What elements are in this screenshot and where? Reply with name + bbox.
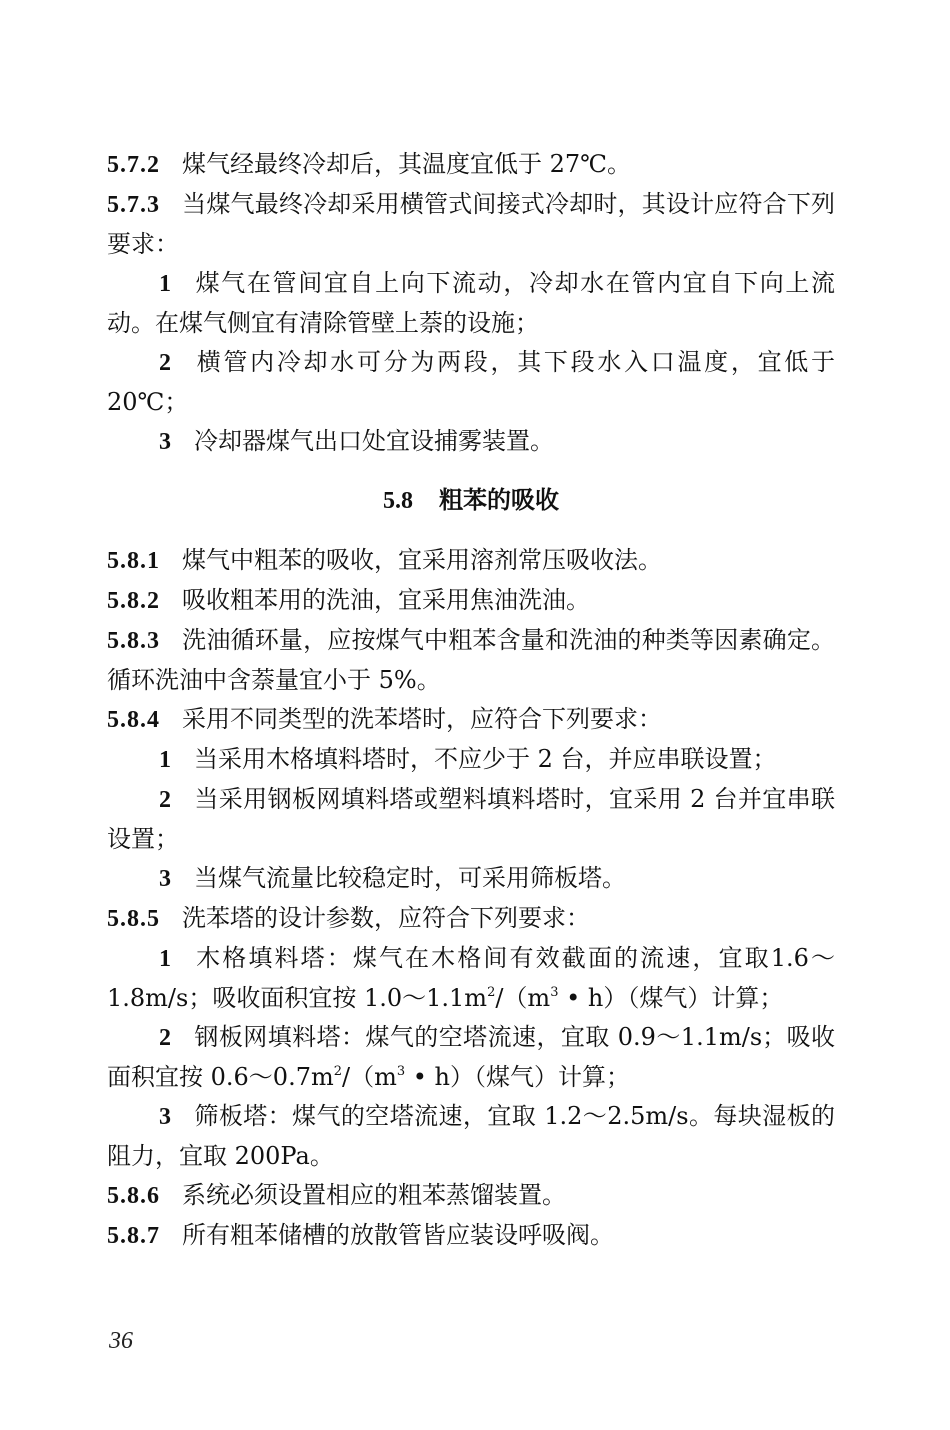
clause-5-8-5 [107, 899, 835, 939]
item-text: 筛板塔：煤气的空塔流速，宜取 1.2～2.5m/s。每块湿板的阻力，宜取 200Pa。 [107, 1102, 835, 1170]
superscript: 2 [487, 985, 496, 1000]
item-5-7-3-2 [107, 343, 835, 422]
clause-number: 5.8.5 [107, 906, 160, 932]
item-text: 横管内冷却水可分为两段，其下段水入口温度，宜低于 20℃； [107, 348, 835, 416]
clause-5-8-3 [107, 621, 835, 700]
clause-5-7-2 [107, 145, 835, 185]
superscript: 3 [396, 1064, 406, 1079]
item-number: 1 [159, 946, 172, 972]
clause-5-8-6 [107, 1176, 835, 1216]
clause-5-7-3 [107, 185, 835, 264]
item-5-8-5-1 [107, 939, 835, 1018]
item-5-8-4-3 [107, 859, 835, 899]
clause-number: 5.8.3 [107, 628, 160, 654]
clause-number: 5.8.4 [107, 707, 160, 733]
item-number: 3 [159, 429, 172, 455]
item-number: 1 [159, 747, 172, 773]
clause-number: 5.8.2 [107, 588, 160, 614]
item-text: 煤气在管间宜自上向下流动，冷却水在管内宜自下向上流动。在煤气侧宜有清除管壁上萘的设施； [107, 269, 835, 337]
item-text: 木格填料塔：煤气在木格间有效截面的流速，宜取1.6～1.8m/s；吸收面积宜按 1.0～1.1m [107, 944, 835, 1012]
superscript: 2 [333, 1064, 343, 1079]
clause-5-8-2 [107, 581, 835, 621]
clause-5-8-1 [107, 541, 835, 581]
item-text: /（m [342, 1063, 397, 1091]
item-text: 当采用钢板网填料塔或塑料填料塔时，宜采用 2 台并宜串联设置； [107, 785, 835, 853]
clause-text: 当煤气最终冷却采用横管式间接式冷却时，其设计应符合下列要求： [107, 190, 835, 258]
item-number: 2 [159, 350, 172, 376]
item-text: • h）（煤气）计算； [405, 1063, 631, 1091]
clause-number: 5.7.2 [107, 152, 160, 178]
section-heading [107, 480, 835, 521]
item-5-7-3-3 [107, 422, 835, 462]
item-number: 3 [159, 866, 172, 892]
clause-text: 系统必须设置相应的粗苯蒸馏装置。 [182, 1181, 566, 1209]
item-5-8-4-2 [107, 780, 835, 859]
clause-5-8-4 [107, 700, 835, 740]
item-text: 当采用木格填料塔时，不应少于 2 台，并应串联设置； [194, 745, 777, 773]
clause-text: 洗苯塔的设计参数，应符合下列要求： [182, 904, 590, 932]
section-number: 5.8 [383, 488, 413, 514]
item-number: 1 [159, 271, 172, 297]
clause-number: 5.7.3 [107, 192, 160, 218]
item-5-7-3-1 [107, 264, 835, 343]
item-number: 2 [159, 787, 172, 813]
item-text: 钢板网填料塔：煤气的空塔流速，宜取 0.9～1.1m/s；吸收面积宜按 0.6～0.7m [107, 1023, 835, 1091]
item-5-8-4-1 [107, 740, 835, 780]
item-text: • h）（煤气）计算； [558, 984, 784, 1012]
clause-text: 采用不同类型的洗苯塔时，应符合下列要求： [182, 705, 662, 733]
superscript: 3 [550, 985, 559, 1000]
clause-number: 5.8.7 [107, 1223, 160, 1249]
item-5-8-5-2 [107, 1018, 835, 1097]
clause-number: 5.8.1 [107, 548, 160, 574]
section-title: 粗苯的吸收 [439, 485, 559, 514]
item-number: 2 [159, 1025, 172, 1051]
item-text: 当煤气流量比较稳定时，可采用筛板塔。 [194, 864, 626, 892]
clause-text: 煤气经最终冷却后，其温度宜低于 27℃。 [182, 150, 632, 178]
item-number: 3 [159, 1104, 172, 1130]
clause-text: 所有粗苯储槽的放散管皆应装设呼吸阀。 [182, 1221, 614, 1249]
item-text: 冷却器煤气出口处宜设捕雾装置。 [194, 427, 554, 455]
item-5-8-5-3 [107, 1097, 835, 1176]
page-number: 36 [109, 1328, 133, 1354]
clause-text: 煤气中粗苯的吸收，宜采用溶剂常压吸收法。 [182, 546, 662, 574]
clause-number: 5.8.6 [107, 1183, 160, 1209]
clause-5-8-7 [107, 1216, 835, 1256]
clause-text: 吸收粗苯用的洗油，宜采用焦油洗油。 [182, 586, 590, 614]
item-text: /（m [495, 984, 551, 1012]
clause-text: 洗油循环量，应按煤气中粗苯含量和洗油的种类等因素确定。循环洗油中含萘量宜小于 5%。 [107, 626, 835, 694]
